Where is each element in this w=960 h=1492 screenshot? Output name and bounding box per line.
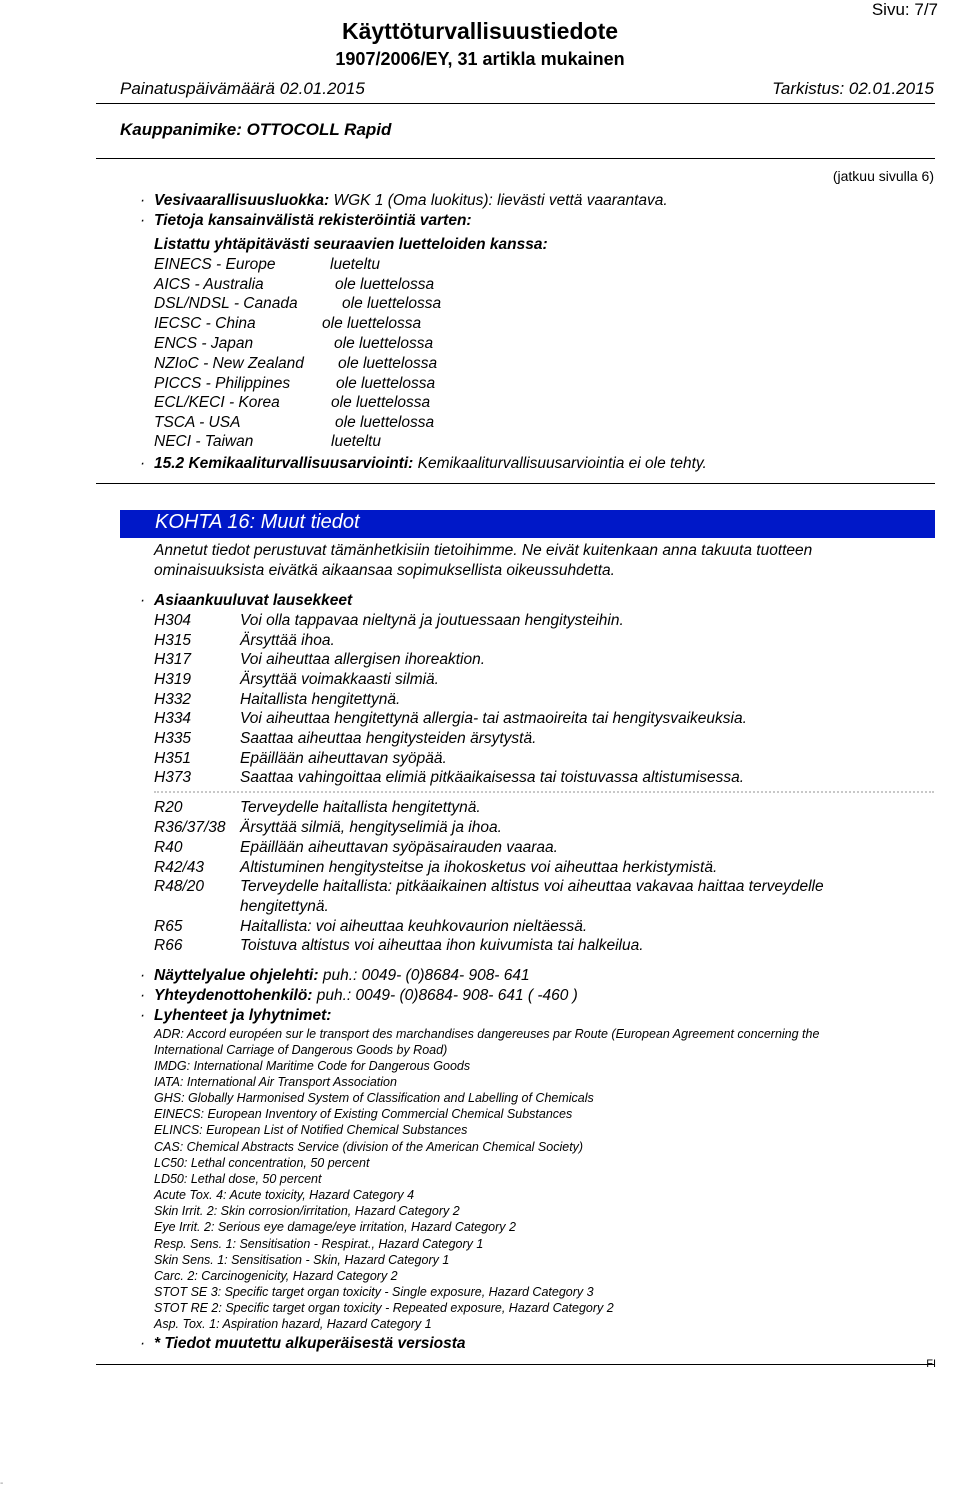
abbreviation-item: Carc. 2: Carcinogenicity, Hazard Category 2 [154, 1269, 398, 1283]
registry-row: PICCS - Philippines ole luettelossa [154, 375, 436, 392]
abbreviation-item: LC50: Lethal concentration, 50 percent [154, 1156, 370, 1170]
abbreviation-item: Skin Sens. 1: Sensitisation - Skin, Hazard Category 1 [154, 1253, 450, 1267]
intro-line-1: Annetut tiedot perustuvat tämänhetkisiin tietoihimme. Ne eivät kuitenkaan anna takuuta tuotteen [154, 542, 813, 559]
phrase-separator [154, 791, 934, 793]
document-title: Käyttöturvallisuustiedote [341, 18, 619, 44]
registry-row: DSL/NDSL - Canada ole luettelossa [154, 295, 442, 312]
intl-registration-label: Tietoja kansainvälistä rekisteröintiä varten: [154, 212, 472, 229]
section-16-title: KOHTA 16: Muut tiedot [155, 511, 360, 533]
listed-label: Listattu yhtäpitävästi seuraavien luetteloiden kanssa: [154, 236, 548, 253]
abbreviation-item: STOT SE 3: Specific target organ toxicity - Single exposure, Hazard Category 3 [154, 1285, 594, 1299]
csa-value: Kemikaaliturvallisuusarviointia ei ole tehty. [417, 455, 707, 472]
continued-note: (jatkuu sivulla 6) [832, 168, 934, 184]
intl-registration-line: · Tietoja kansainvälistä rekisteröintiä varten: [140, 212, 472, 229]
abbreviation-item: GHS: Globally Harmonised System of Classification and Labelling of Chemicals [154, 1091, 594, 1105]
contact-phone: puh.: 0049- (0)8684- 908- 641 ( -460 ) [316, 987, 578, 1004]
registry-row: IECSC - China ole luettelossa [154, 315, 422, 332]
abbreviation-item: IMDG: International Maritime Code for Dangerous Goods [154, 1059, 471, 1073]
abbreviation-item: ADR: Accord européen sur le transport des marchandises dangereuses par Route (European Agreement concerning the [154, 1027, 820, 1041]
abbreviation-item: ELINCS: European List of Notified Chemical Substances [154, 1123, 468, 1137]
abbreviation-item: CAS: Chemical Abstracts Service (division of the American Chemical Society) [154, 1140, 584, 1154]
abbreviation-item: LD50: Lethal dose, 50 percent [154, 1172, 322, 1186]
registry-row: AICS - Australia ole luettelossa [154, 276, 435, 293]
contact-label: Yhteydenottohenkilö: [154, 987, 313, 1004]
registry-row: NZIoC - New Zealand ole luettelossa [154, 355, 438, 372]
page-number: Sivu: 7/7 [871, 0, 938, 19]
language-code: FI [926, 1358, 936, 1370]
abbreviations-line: · Lyhenteet ja lyhytnimet: [140, 1007, 332, 1024]
trade-name: Kauppanimike: OTTOCOLL Rapid [120, 120, 392, 139]
sds-department-label: Näyttelyalue ohjelehti: [154, 967, 319, 984]
abbreviation-item: International Carriage of Dangerous Goods by Road) [154, 1043, 448, 1057]
section-divider [96, 483, 935, 484]
registry-row: TSCA - USA ole luettelossa [154, 414, 435, 431]
chemical-safety-assessment-line: · 15.2 Kemikaaliturvallisuusarviointi: Kemikaaliturvallisuusarviointia ei ole tehty. [140, 455, 707, 472]
changed-data-line: · * Tiedot muutettu alkuperäisestä versiosta [140, 1335, 466, 1352]
abbreviation-item: IATA: International Air Transport Association [154, 1075, 397, 1089]
abbreviations-label: Lyhenteet ja lyhytnimet: [154, 1007, 332, 1024]
intro-line-2: ominaisuuksista eivätkä aikaansaa sopimuksellista oikeussuhdetta. [154, 562, 615, 579]
contact-line: · Yhteydenottohenkilö: puh.: 0049- (0)8684- 908- 641 ( -460 ) [140, 987, 578, 1004]
registry-row: ECL/KECI - Korea ole luettelossa [154, 394, 431, 411]
print-date: Painatuspäivämäärä 02.01.2015 [120, 79, 365, 98]
sds-department-phone: puh.: 0049- (0)8684- 908- 641 [322, 967, 530, 984]
abbreviation-item: Skin Irrit. 2: Skin corrosion/irritation, Hazard Category 2 [154, 1204, 460, 1218]
corner-mark: - [0, 1478, 4, 1489]
changed-data-label: * Tiedot muutettu alkuperäisestä versiosta [154, 1335, 466, 1352]
sds-department-line: · Näyttelyalue ohjelehti: puh.: 0049- (0)8684- 908- 641 [140, 967, 530, 984]
registry-row: ENCS - Japan ole luettelossa [154, 335, 434, 352]
review-date: Tarkistus: 02.01.2015 [772, 79, 934, 98]
registry-row: NECI - Taiwan lueteltu [154, 433, 381, 450]
abbreviation-item: Resp. Sens. 1: Sensitisation - Respirat., Hazard Category 1 [154, 1237, 484, 1251]
document-subtitle: 1907/2006/EY, 31 artikla mukainen [335, 49, 625, 69]
abbreviation-item: Asp. Tox. 1: Aspiration hazard, Hazard Category 1 [154, 1317, 432, 1331]
abbreviation-item: Eye Irrit. 2: Serious eye damage/eye irritation, Hazard Category 2 [154, 1220, 516, 1234]
abbreviation-item: STOT RE 2: Specific target organ toxicity - Repeated exposure, Hazard Category 2 [154, 1301, 614, 1315]
header-divider-2 [96, 158, 935, 159]
water-hazard-value: WGK 1 (Oma luokitus): lievästi vettä vaarantava. [333, 192, 668, 209]
relevant-phrases-label: Asiaankuuluvat lausekkeet [154, 592, 353, 609]
water-hazard-label: Vesivaarallisuusluokka: [154, 192, 330, 209]
relevant-phrases-line: · Asiaankuuluvat lausekkeet [140, 592, 353, 609]
registry-row: EINECS - Europe lueteltu [154, 256, 380, 273]
footer-divider [96, 1364, 935, 1365]
header-divider [96, 103, 935, 104]
abbreviation-item: Acute Tox. 4: Acute toxicity, Hazard Category 4 [154, 1188, 415, 1202]
section-16-header [120, 510, 935, 538]
csa-label: 15.2 Kemikaaliturvallisuusarviointi: [154, 455, 414, 472]
abbreviation-item: EINECS: European Inventory of Existing Commercial Chemical Substances [154, 1107, 573, 1121]
water-hazard-line: · Vesivaarallisuusluokka: WGK 1 (Oma luokitus): lievästi vettä vaarantava. [140, 192, 668, 209]
